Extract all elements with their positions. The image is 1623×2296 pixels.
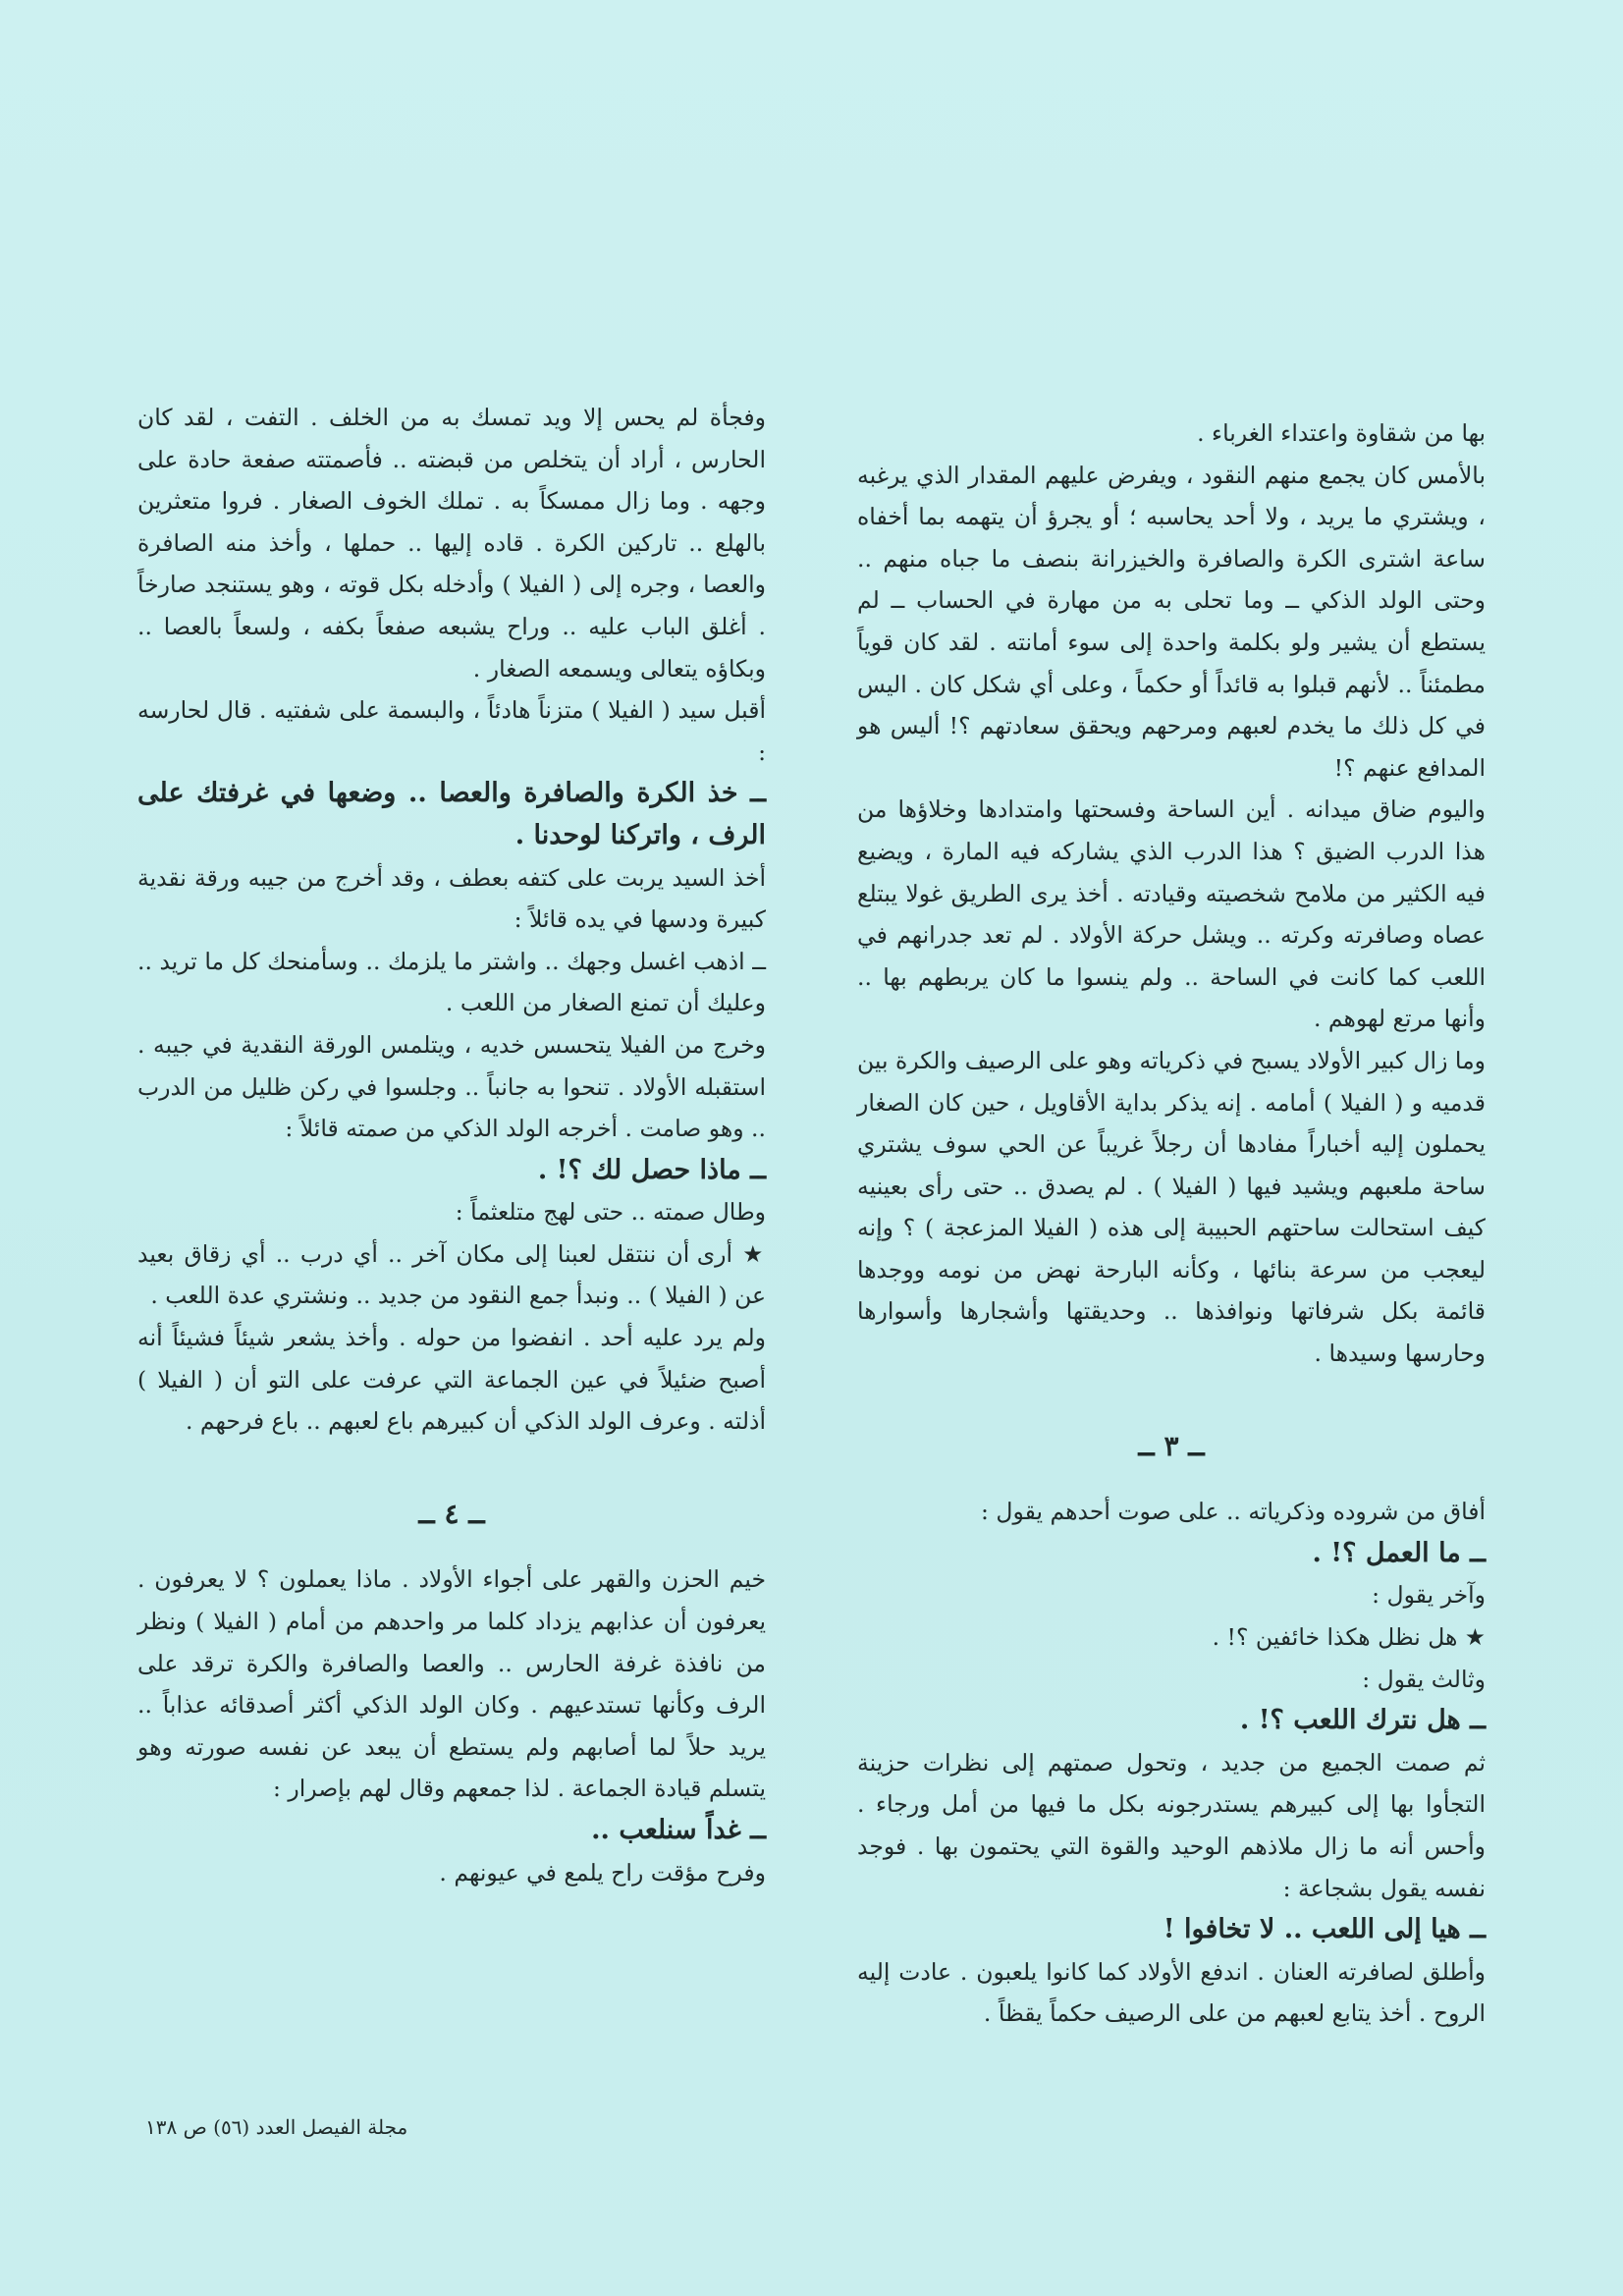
dialogue-line: ــ هيا إلى اللعب .. لا تخافوا ! [1163, 1914, 1486, 1945]
paragraph: وأطلق لصافرته العنان . اندفع الأولاد كما كانوا يلعبون . عادت إليه الروح . أخذ يتابع لعبهم من على الرصيف حكماً يقظاً . [857, 1957, 1486, 2028]
paragraph: أفاق من شروده وذكرياته .. على صوت أحدهم يقول : [981, 1498, 1486, 1526]
paragraph: وفرح مؤقت راح يلمع في عيونهم . [439, 1858, 766, 1886]
dialogue-line: ★ أرى أن ننتقل لعبنا إلى مكان آخر .. أي درب .. أي زقاق بعيد عن ( الفيلا ) .. ونبدأ جمع النقود من جديد .. ونشتري عدة اللعب . [137, 1233, 766, 1317]
dialogue-line: ــ خذ الكرة والصافرة والعصا .. وضعها في غرفتك على الرف ، واتركنا لوحدنا . [137, 778, 766, 850]
paragraph: وآخر يقول : [1372, 1581, 1486, 1610]
dialogue-line: ★ هل نظل هكذا خائفين ؟! . [857, 1616, 1486, 1659]
paragraph: وثالث يقول : [1362, 1665, 1486, 1693]
right-text-column [857, 412, 1486, 2035]
paragraph: وخرج من الفيلا يتحسس خديه ، ويتلمس الورقة النقدية في جيبه . استقبله الأولاد . تنحوا به جانباً .. وجلسوا في ركن ظليل من الدرب .. وهو صامت . أخرجه الولد الذكي من صمته قائلاً : [137, 1030, 766, 1143]
paragraph: أقبل سيد ( الفيلا ) متزناً هادئاً ، والبسمة على شفتيه . قال لحارسه : [137, 696, 766, 766]
section-number: ــ ٣ ــ [1138, 1429, 1205, 1462]
paragraph: وما زال كبير الأولاد يسبح في ذكرياته وهو على الرصيف والكرة بين قدميه و ( الفيلا ) أمامه . إنه يذكر بداية الأقاويل ، حين كان الصغار يحملون إليه أخباراً مفادها أن رجلاً غريباً عن الحي سوف يشتري ساحة ملعبهم ويشيد فيها ( الفيلا ) . لم يصدق .. حتى رأى بعينيه كيف استحالت ساحتهم الحبيبة إلى هذه ( الفيلا المزعجة ) ؟ وإنه ليعجب من سرعة بنائها ، وكأنه البارحة نهض من نومه ووجدها قائمة بكل شرفاتها ونوافذها .. وحديقتها وأشجارها وأسوارها وحارسها وسيدها . [857, 1046, 1486, 1368]
paragraph: أخذ السيد يربت على كتفه بعطف ، وقد أخرج من جيبه ورقة نقدية كبيرة ودسها في يده قائلاً : [137, 863, 766, 934]
paragraph: ثم صمت الجميع من جديد ، وتحول صمتهم إلى نظرات حزينة التجأوا بها إلى كبيرهم يستدرجونه بكل ما فيها من أمل ورجاء . وأحس أنه ما زال ملاذهم الوحيد والقوة التي يحتمون بها . فوجد نفسه يقول بشجاعة : [857, 1748, 1486, 1902]
paragraph: واليوم ضاق ميدانه . أين الساحة وفسحتها وامتدادها وخلاؤها من هذا الدرب الضيق ؟ هذا الدرب الذي يشاركه فيه المارة ، ويضيع فيه الكثير من ملامح شخصيته وقيادته . أخذ يرى الطريق غولا يبتلع عصاه وصافرته وكرته .. ويشل حركة الأولاد . لم تعد جدرانهم في اللعب كما كانت في الساحة .. ولم ينسوا ما كان يربطهم بها .. وأنها مرتع لهوهم . [857, 795, 1486, 1033]
paragraph: ــ اذهب اغسل وجهك .. واشتر ما يلزمك .. وسأمنحك كل ما تريد .. وعليك أن تمنع الصغار من اللعب . [137, 947, 766, 1017]
dialogue-line: ــ ماذا حصل لك ؟! . [537, 1154, 766, 1185]
paragraph: وطال صمته .. حتى لهج متلعثماً : [455, 1198, 766, 1227]
dialogue-line: ــ غداً سنلعب .. [591, 1815, 766, 1845]
section-number: ــ ٤ ــ [418, 1497, 485, 1530]
paragraph: بالأمس كان يجمع منهم النقود ، ويفرض عليهم المقدار الذي يرغبه ، ويشتري ما يريد ، ولا أحد يحاسبه ؛ أو يجرؤ أن يتهمه بما أخفاه ساعة اشترى الكرة والصافرة والخيزرانة بنصف ما جباه منهم .. وحتى الولد الذكي ــ وما تحلى به من مهارة في الحساب ــ لم يستطع أن يشير ولو بكلمة واحدة إلى سوء أمانته . لقد كان قوياً مطمئناً .. لأنهم قبلوا به قائداً أو حكماً ، وعلى أي شكل كان . اليس في كل ذلك ما يخدم لعبهم ومرحهم ويحقق سعادتهم ؟! أليس هو المدافع عنهم ؟! [857, 461, 1486, 782]
left-text-column [137, 397, 766, 1893]
paragraph: ولم يرد عليه أحد . انفضوا من حوله . وأخذ يشعر شيئاً فشيئاً أنه أصبح ضئيلاً في عين الجماعة التي عرفت على التو أن ( الفيلا ) أذلته . وعرف الولد الذكي أن كبيرهم باع لعبهم .. باع فرحهم . [137, 1324, 766, 1436]
page-footer: مجلة الفيصل العدد (٥٦) ص ١٣٨ [145, 2115, 408, 2139]
dialogue-line: ــ هل نترك اللعب ؟! . [1239, 1705, 1486, 1736]
paragraph: خيم الحزن والقهر على أجواء الأولاد . ماذا يعملون ؟ لا يعرفون . يعرفون أن عذابهم يزداد كلما مر واحدهم من أمام ( الفيلا ) ونظر من نافذة غرفة الحارس .. والعصا والصافرة والكرة ترقد على الرف وكأنها تستدعيهم . وكان الولد الذكي أكثر أصدقائه عذاباً .. يريد حلاً لما أصابهم ولم يستطع أن يبعد عن نفسه صورته وهو يتسلم قيادة الجماعة . لذا جمعهم وقال لهم بإصرار : [137, 1565, 766, 1803]
paragraph: بها من شقاوة واعتداء الغرباء . [1197, 419, 1486, 447]
dialogue-line: ــ ما العمل ؟! . [1312, 1537, 1486, 1568]
paragraph: وفجأة لم يحس إلا ويد تمسك به من الخلف . التفت ، لقد كان الحارس ، أراد أن يتخلص من قبضته .. فأصمتته صفعة حادة على وجهه . وما زال ممسكاً به . تملك الخوف الصغار . فروا متعثرين بالهلع .. تاركين الكرة . قاده إليها .. حملها ، وأخذ منه الصافرة والعصا ، وجره إلى ( الفيلا ) وأدخله بكل قوته ، وهو يستنجد صارخاً . أغلق الباب عليه .. وراح يشبعه صفعاً بكفه ، ولسعاً بالعصا .. وبكاؤه يتعالى ويسمعه الصغار . [137, 404, 766, 683]
